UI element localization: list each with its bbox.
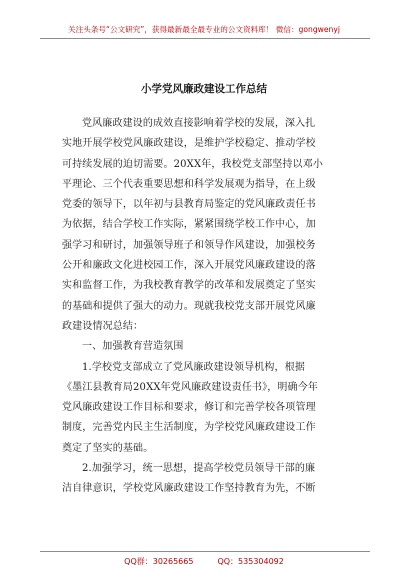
header-banner: 关注头条号“公文研究”，获得最新最全最专业的公文资料库！ 微信：gongwenyj (68, 25, 340, 34)
body-line: 党风廉政建设工作目标和要求，修订和完善学校各项管理 (62, 402, 316, 414)
body-line: 的基础和提供了强大的动力。现就我校党支部开展党风廉 (62, 300, 316, 312)
body-line: 2.加强学习，统一思想，提高学校党员领导干部的廉 (82, 463, 316, 475)
header-divider (40, 38, 370, 39)
footer-qq: QQ：535304092 (217, 557, 284, 566)
section-heading: 一、加强教育营造氛围 (82, 341, 184, 353)
body-line: 为依据，结合学校工作实际，紧紧围绕学校工作中心，加 (62, 219, 316, 231)
footer-divider (40, 551, 370, 552)
body-line: 强学习和研讨，加强领导班子和领导作风建设，加强校务 (62, 239, 316, 251)
body-line: 制度，完善党内民主生活制度，为学校党风廉政建设工作 (62, 422, 316, 434)
body-line: 1.学校党支部成立了党风廉政建设领导机构，根据 (82, 361, 305, 373)
body-line: 平理论、三个代表重要思想和科学发展观为指导，在上级 (62, 178, 316, 190)
body-line: 洁自律意识，学校党风廉政建设工作坚持教育为先，不断 (62, 483, 316, 495)
body-line: 党委的领导下，以年初与县教育局鉴定的党风廉政责任书 (62, 199, 316, 211)
body-line: 可持续发展的迫切需要。20XX年，我校党支部坚持以邓小 (62, 158, 324, 170)
body-line: 《墨江县教育局20XX年党风廉政建设责任书》，明确今年 (62, 381, 319, 393)
body-line: 奠定了坚实的基础。 (62, 442, 154, 454)
body-line: 公开和廉政文化进校园工作，深入开展党风廉政建设的落 (62, 260, 316, 272)
document-body (62, 114, 350, 500)
body-line: 党风廉政建设的成效直接影响着学校的发展，深入扎 (82, 118, 316, 129)
document-title: 小学党风廉政建设工作总结 (141, 83, 267, 95)
body-line: 实地开展学校党风廉政建设，是维护学校稳定、推动学校 (62, 138, 316, 150)
footer-contact (0, 556, 408, 567)
body-line: 政建设情况总结： (62, 320, 144, 332)
body-line: 实和监督工作，为我校教育教学的改革和发展奠定了坚实 (62, 280, 316, 292)
footer-qq-group: QQ群：30265665 (124, 557, 194, 566)
